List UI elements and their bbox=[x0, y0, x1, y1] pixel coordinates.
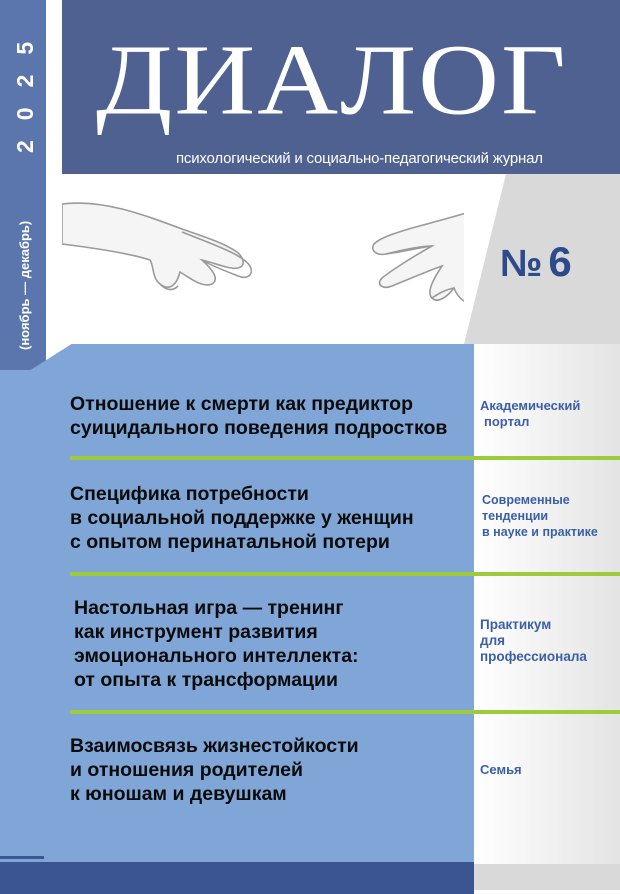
article-title-3 bbox=[74, 596, 470, 692]
article-line: Настольная игра — тренинг bbox=[74, 597, 344, 619]
journal-subtitle: психологический и социально-педагогический журнал bbox=[176, 150, 543, 167]
article-line: как инструмент развития bbox=[74, 621, 318, 643]
issue-value: 6 bbox=[548, 238, 572, 285]
section-line: тенденции bbox=[482, 509, 549, 523]
journal-title: ДИАЛОГ bbox=[96, 24, 568, 137]
article-line: от опыта к трансформации bbox=[74, 669, 339, 691]
article-title-2 bbox=[70, 482, 470, 554]
article-title-4 bbox=[70, 734, 470, 806]
section-label-4 bbox=[480, 762, 615, 778]
article-line: Специфика потребности bbox=[70, 483, 309, 505]
bottom-bar bbox=[0, 862, 474, 894]
issue-prefix: № bbox=[500, 243, 543, 285]
article-title-1 bbox=[70, 392, 470, 440]
section-line: в науке и практике bbox=[482, 525, 598, 539]
section-line: Семья bbox=[480, 762, 522, 777]
article-line: к юношам и девушкам bbox=[70, 783, 287, 805]
section-label-3 bbox=[480, 617, 615, 665]
article-line: Взаимосвязь жизнестойкости bbox=[70, 735, 359, 757]
article-line: эмоционального интеллекта: bbox=[74, 645, 359, 667]
section-line: Академический bbox=[480, 398, 581, 413]
section-line: портал bbox=[484, 414, 530, 429]
section-line: Современные bbox=[482, 493, 570, 507]
section-label-2 bbox=[482, 492, 617, 540]
divider-line bbox=[70, 710, 620, 714]
article-line: суицидального поведения подростков bbox=[70, 417, 448, 439]
section-line: профессионала bbox=[480, 649, 587, 664]
year-label: 2025 bbox=[12, 21, 38, 153]
article-line: и отношения родителей bbox=[70, 759, 304, 781]
section-line: для bbox=[480, 633, 506, 648]
article-line: Отношение к смерти как предиктор bbox=[70, 393, 413, 415]
article-line: с опытом перинатальной потери bbox=[70, 531, 390, 553]
section-label-1 bbox=[480, 398, 615, 430]
divider-line bbox=[70, 456, 620, 460]
divider-line bbox=[70, 572, 620, 576]
bottom-accent-line bbox=[0, 856, 44, 859]
period-label: (ноябрь — декабрь) bbox=[17, 220, 32, 350]
section-line: Практикум bbox=[480, 617, 552, 632]
article-line: в социальной поддержке у женщин bbox=[70, 507, 414, 529]
issue-number bbox=[500, 238, 572, 286]
